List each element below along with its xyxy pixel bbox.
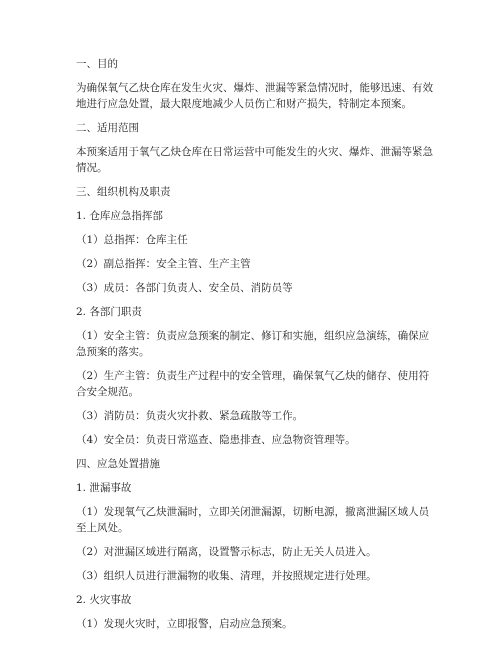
list-item: （2）生产主管：负责生产过程中的安全管理，确保氧气乙炔的储存、使用符合安全规范。 [76, 370, 430, 398]
list-item: （3）成员：各部门负责人、安全员、消防员等 [76, 282, 293, 294]
list-item: （1）总指挥：仓库主任 [76, 234, 188, 246]
subsection-heading-leak: 1. 泄漏事故 [76, 482, 132, 494]
section-heading-organization: 三、组织机构及职责 [76, 186, 171, 198]
list-item: （4）安全员：负责日常巡查、隐患排查、应急物资管理等。 [76, 434, 356, 446]
section-body-purpose: 为确保氧气乙炔仓库在发生火灾、爆炸、泄漏等紧急情况时，能够迅速、有效地进行应急处置，最大限度地减少人员伤亡和财产损失，特制定本预案。 [76, 82, 433, 110]
section-body-scope: 本预案适用于氧气乙炔仓库在日常运营中可能发生的火灾、爆炸、泄漏等紧急情况。 [76, 146, 433, 174]
list-item: （3）组织人员进行泄漏物的收集、清理，并按照规定进行处理。 [76, 570, 377, 582]
document-content [76, 56, 436, 640]
subsection-heading-duties: 2. 各部门职责 [76, 306, 142, 318]
subsection-heading-fire: 2. 火灾事故 [76, 594, 132, 606]
list-item: （1）发现火灾时，立即报警，启动应急预案。 [76, 618, 293, 630]
section-heading-purpose: 一、目的 [76, 58, 118, 70]
list-item: （1）安全主管：负责应急预案的制定、修订和实施，组织应急演练，确保应急预案的落实。 [76, 330, 430, 358]
list-item: （3）消防员：负责火灾扑救、紧急疏散等工作。 [76, 410, 304, 422]
section-heading-scope: 二、适用范围 [76, 122, 139, 134]
list-item: （1）发现氧气乙炔泄漏时，立即关闭泄漏源，切断电源，撤离泄漏区域人员至上风处。 [76, 506, 430, 534]
list-item: （2）副总指挥：安全主管、生产主管 [76, 258, 251, 270]
subsection-heading-command: 1. 仓库应急指挥部 [76, 210, 163, 222]
list-item: （2）对泄漏区域进行隔离，设置警示标志，防止无关人员进入。 [76, 546, 377, 558]
section-heading-measures: 四、应急处置措施 [76, 458, 160, 470]
